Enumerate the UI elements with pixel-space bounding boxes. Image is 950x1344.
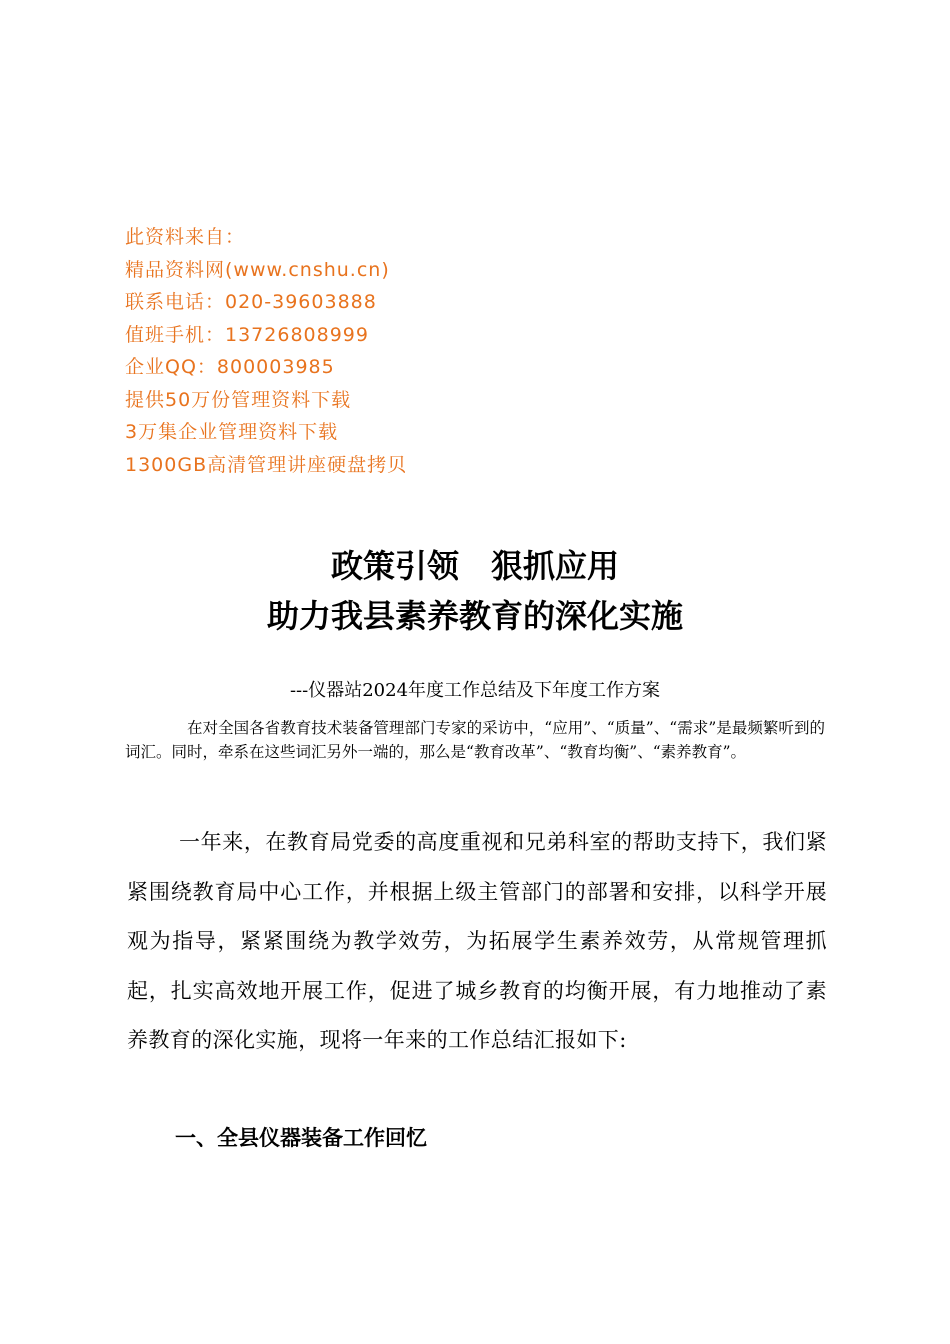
intro-paragraph: 在对全国各省教育技术装备管理部门专家的采访中，“应用”、“质量”、“需求”是最频繁听到的词汇。同时，牵系在这些词汇另外一端的，那么是“教育改革”、“教育均衡”、“素养教育”。 [125,719,825,761]
source-line-phone: 联系电话：020-39603888 [125,291,377,313]
document-title-line-1: 政策引领 狠抓应用 [330,547,619,585]
source-line-offer-3: 1300GB高清管理讲座硬盘拷贝 [125,453,408,476]
source-line-origin: 此资料来自： [125,226,246,248]
source-info-block [125,221,685,481]
document-subtitle: ---仪器站2024年度工作总结及下年度工作方案 [289,680,661,701]
source-line-website: 精品资料网(www.cnshu.cn) [125,258,390,281]
source-line-qq: 企业QQ：800003985 [125,356,335,378]
source-line-offer-1: 提供50万份管理资料下载 [125,388,352,411]
body-paragraph: 一年来，在教育局党委的高度重视和兄弟科室的帮助支持下，我们紧紧围绕教育局中心工作，并根据上级主管部门的部署和安排，以科学开展观为指导，紧紧围绕为教学效劳，为拓展学生素养效劳，从常规管理抓起，扎实高效地开展工作，促进了城乡教育的均衡开展，有力地推动了素养教育的深化实施，现将一年来的工作总结汇报如下: [127,830,827,1052]
document-title-line-2: 助力我县素养教育的深化实施 [266,597,683,635]
section-heading: 一、全县仪器装备工作回忆 [175,1126,427,1150]
source-line-mobile: 值班手机：13726808999 [125,323,369,346]
source-line-offer-2: 3万集企业管理资料下载 [125,421,339,443]
